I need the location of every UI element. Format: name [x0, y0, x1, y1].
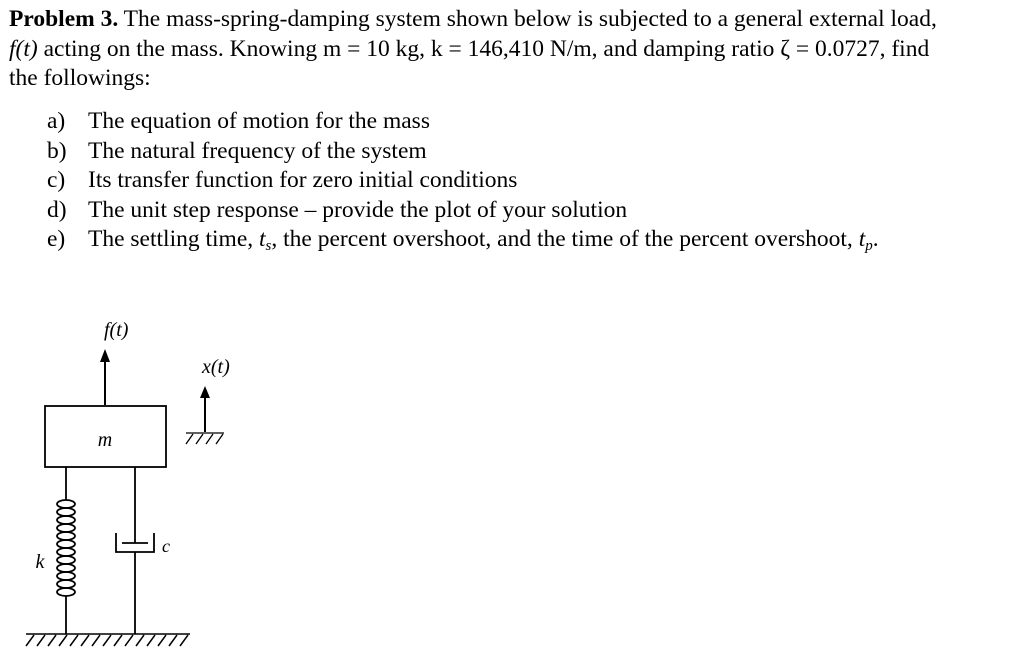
peak-time-subscript: p — [865, 238, 873, 255]
problem-label: Problem 3. — [9, 6, 119, 32]
displacement-arrow — [200, 386, 210, 432]
question-marker: a) — [47, 108, 66, 134]
question-text: The unit step response – provide the plot of your solution — [88, 196, 628, 223]
question-text: Its transfer function for zero initial conditions — [88, 167, 518, 194]
question-marker: e) — [47, 226, 66, 253]
question-marker: c) — [47, 167, 66, 194]
problem-text-2: acting on the mass. Knowing m = 10 kg, k = 146,410 N/m, and damping ratio ζ = 0.0727, find — [37, 35, 930, 62]
question-marker: d) — [47, 196, 67, 223]
force-arrow — [100, 349, 110, 405]
question-text: The equation of motion for the mass — [88, 108, 430, 134]
ground — [26, 634, 190, 646]
question-text-b: , the percent overshoot, and the time of the percent overshoot, — [271, 226, 859, 253]
spring — [57, 467, 75, 634]
displacement-reference-ground — [186, 433, 224, 444]
load-symbol-t: (t) — [15, 35, 38, 62]
damper-label: c — [162, 536, 170, 556]
settling-time-symbol: t — [259, 226, 266, 253]
damper — [116, 467, 154, 634]
mass-label: m — [97, 429, 113, 451]
spring-label: k — [35, 551, 45, 573]
question-text-a: The settling time, — [88, 226, 259, 253]
peak-time-symbol: t — [858, 226, 866, 253]
question-text-c: . — [872, 226, 879, 253]
settling-time-subscript: s — [265, 238, 272, 255]
problem-text-1: The mass-spring-damping system shown below is subjected to a general external load, — [118, 6, 937, 32]
load-symbol-f: f — [9, 35, 16, 62]
force-label: f(t) — [104, 319, 129, 341]
question-marker: b) — [47, 137, 67, 164]
displacement-label: x(t) — [202, 356, 230, 378]
problem-line-3: the followings: — [9, 65, 151, 91]
question-text: The natural frequency of the system — [88, 137, 427, 164]
